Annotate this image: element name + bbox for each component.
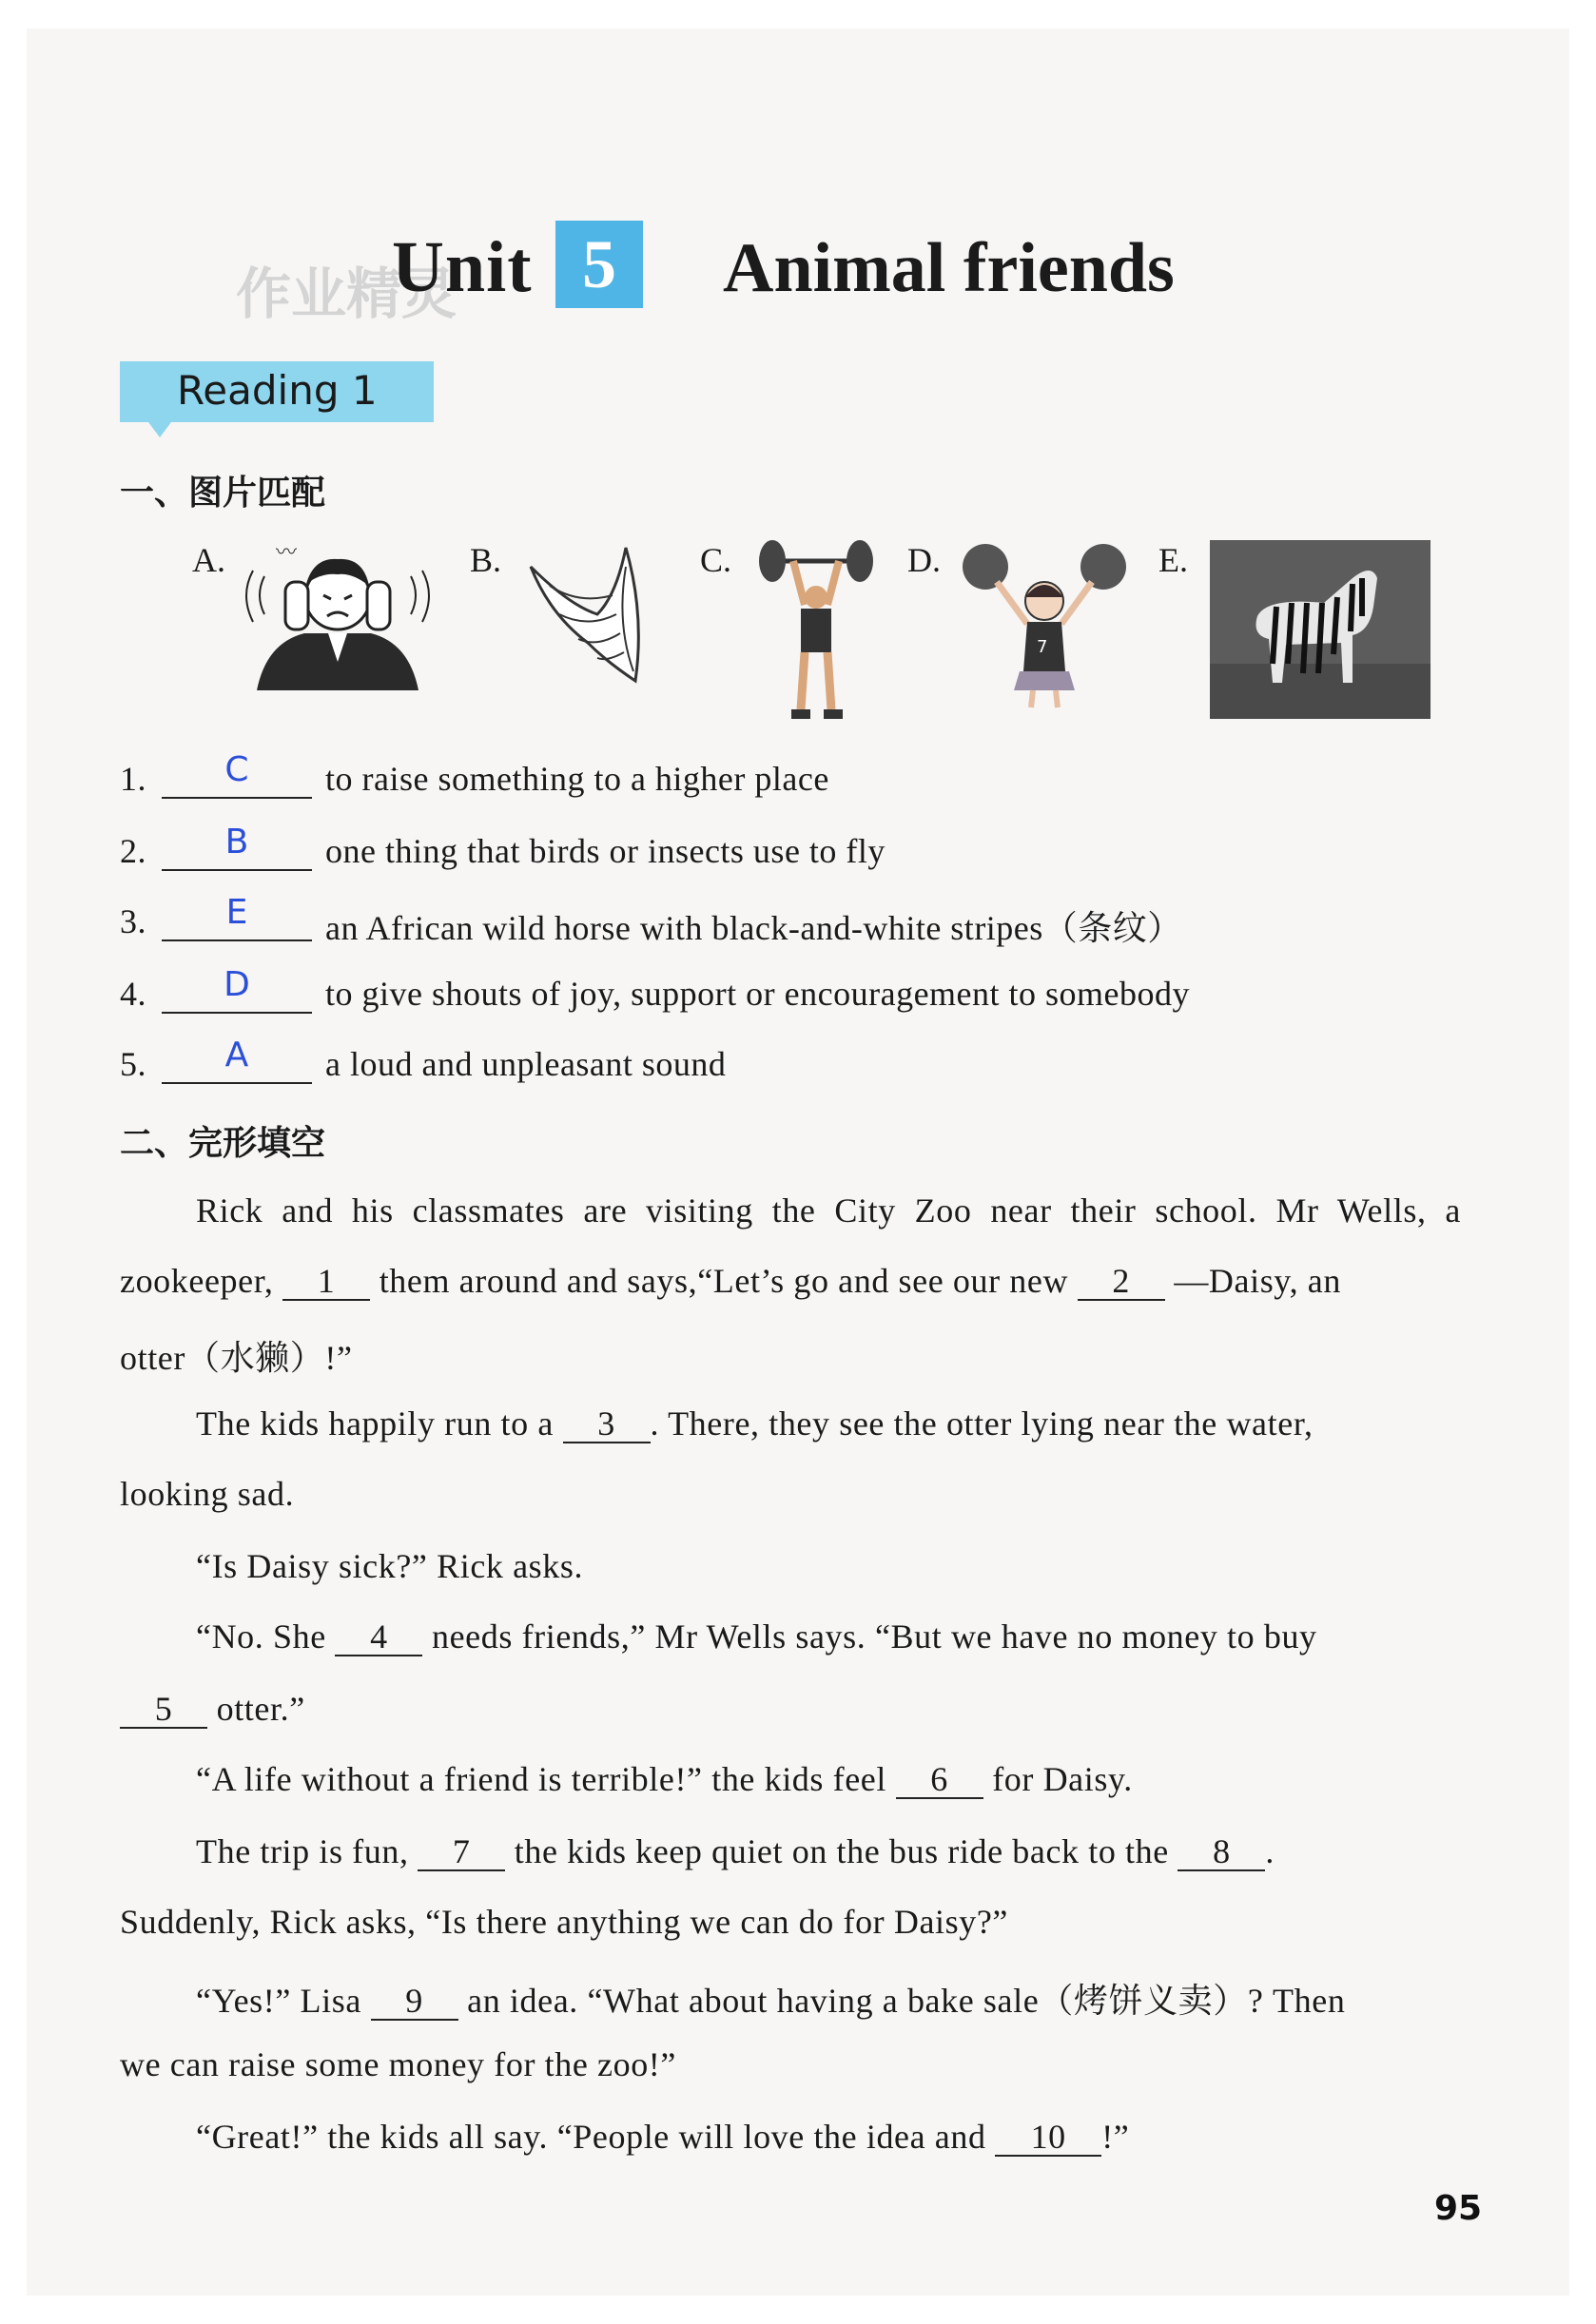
zebra-photo-icon [1210, 540, 1431, 719]
blank-9[interactable]: 9 [371, 1983, 458, 2021]
item-1-answer[interactable]: C [162, 751, 312, 799]
weightlifter-icon [751, 538, 881, 728]
passage-line-3: otter（水獭）!” [120, 1339, 353, 1377]
passage-text: zookeeper, [120, 1262, 274, 1300]
passage-text: !” [1101, 2118, 1130, 2156]
svg-text:〰: 〰 [276, 541, 298, 565]
picture-letter-e: E. [1158, 541, 1188, 579]
unit-label: Unit [392, 227, 533, 307]
page-number: 95 [1434, 2189, 1483, 2228]
blank-8[interactable]: 8 [1178, 1833, 1265, 1871]
item-3-text: an African wild horse with black-and-white stripes（条纹） [325, 909, 1182, 947]
item-5-number: 5. [120, 1045, 146, 1083]
passage-line-7 [196, 1617, 1317, 1656]
item-4-number: 4. [120, 975, 146, 1013]
section2-heading: 二、完形填空 [120, 1124, 326, 1163]
unit-number-badge: 5 [555, 221, 643, 308]
blank-7[interactable]: 7 [418, 1833, 505, 1871]
passage-line-9 [196, 1759, 1133, 1799]
item-2-text: one thing that birds or insects use to fly [325, 832, 886, 870]
passage-text: an idea. “What about having a bake sale（烤饼义卖）? Then [467, 1982, 1346, 2020]
blank-5[interactable]: 5 [120, 1691, 207, 1729]
passage-text: . There, they see the otter lying near the water, [650, 1404, 1314, 1443]
watermark: 作业精灵 [236, 261, 457, 326]
svg-text:7: 7 [1037, 637, 1048, 657]
item-1-text: to raise something to a higher place [325, 760, 829, 798]
passage-text: The trip is fun, [196, 1832, 409, 1870]
passage-text: otter.” [216, 1690, 305, 1728]
picture-letter-c: C. [700, 541, 732, 579]
passage-text: “Yes!” Lisa [196, 1982, 361, 2020]
blank-4[interactable]: 4 [335, 1618, 422, 1656]
blank-3[interactable]: 3 [563, 1405, 651, 1443]
cheerleader-icon [961, 538, 1128, 709]
item-2-number: 2. [120, 832, 146, 870]
passage-line-4 [196, 1404, 1314, 1443]
passage-text: “A life without a friend is terrible!” the kids feel [196, 1760, 886, 1798]
item-5-text: a loud and unpleasant sound [325, 1045, 727, 1083]
blank-10[interactable]: 10 [995, 2119, 1101, 2157]
passage-text: “No. She [196, 1617, 326, 1656]
reading-tab-pointer [148, 422, 171, 437]
unit-title: Animal friends [723, 229, 1175, 307]
item-3-number: 3. [120, 902, 146, 940]
blank-2[interactable]: 2 [1078, 1263, 1165, 1301]
item-2-answer[interactable]: B [162, 823, 312, 871]
item-4-answer[interactable]: D [162, 966, 312, 1014]
wing-icon [521, 538, 660, 690]
passage-line-14 [196, 2117, 1129, 2157]
item-1-number: 1. [120, 760, 146, 798]
passage-line-12 [196, 1974, 1345, 2023]
passage-text: The kids happily run to a [196, 1404, 554, 1443]
passage-text: . [1265, 1832, 1275, 1870]
item-5-answer[interactable]: A [162, 1036, 312, 1084]
passage-line-10 [196, 1831, 1275, 1871]
passage-text: the kids keep quiet on the bus ride back to the [514, 1832, 1169, 1870]
item-3-answer[interactable]: E [162, 894, 312, 941]
reading-tab-label: Reading 1 [177, 367, 378, 414]
passage-line-8 [120, 1689, 305, 1729]
picture-letter-d: D. [907, 541, 941, 579]
item-4-text: to give shouts of joy, support or encouragement to somebody [325, 975, 1191, 1013]
section1-heading: 一、图片匹配 [120, 474, 326, 513]
man-covering-ears-icon [238, 538, 438, 690]
passage-line-2 [120, 1261, 1341, 1301]
passage-text: “Great!” the kids all say. “People will love the idea and [196, 2118, 986, 2156]
passage-line-13: we can raise some money for the zoo!” [120, 2045, 676, 2083]
blank-1[interactable]: 1 [282, 1263, 370, 1301]
passage-line-1: Rick and his classmates are visiting the City Zoo near their school. Mr Wells, a [196, 1191, 1461, 1230]
passage-line-5: looking sad. [120, 1475, 295, 1513]
picture-letter-a: A. [192, 541, 225, 579]
passage-text: for Daisy. [992, 1760, 1133, 1798]
passage-line-11: Suddenly, Rick asks, “Is there anything we can do for Daisy?” [120, 1903, 1009, 1941]
passage-text: them around and says,“Let’s go and see our new [379, 1262, 1069, 1300]
picture-letter-b: B. [470, 541, 502, 579]
passage-line-6: “Is Daisy sick?” Rick asks. [196, 1547, 584, 1585]
passage-text: —Daisy, an [1174, 1262, 1341, 1300]
blank-6[interactable]: 6 [896, 1761, 983, 1799]
passage-text: needs friends,” Mr Wells says. “But we have no money to buy [432, 1617, 1317, 1656]
